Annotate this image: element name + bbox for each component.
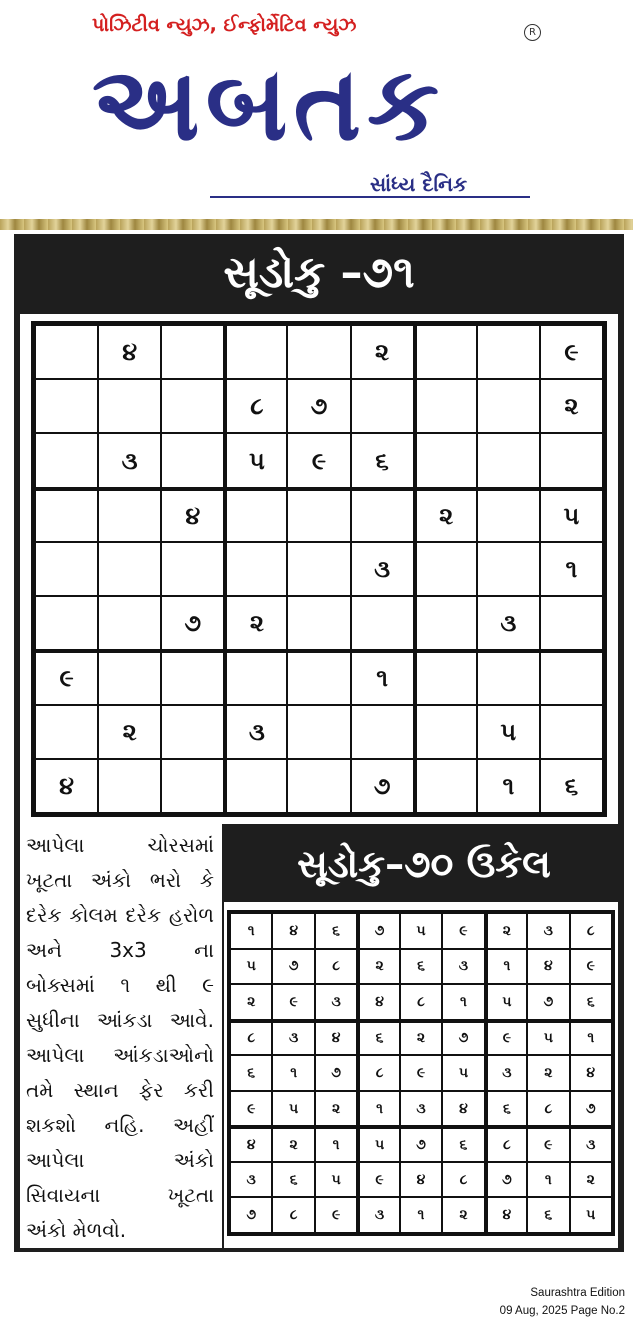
solution-cell: ૪ (230, 1126, 272, 1162)
sudoku-cell (414, 759, 477, 813)
solution-cell: ૭ (230, 1197, 272, 1233)
solution-cell: ૫ (485, 984, 527, 1020)
solution-cell: ૪ (527, 949, 569, 985)
solution-cell: ૨ (442, 1197, 484, 1233)
sudoku-cell (161, 650, 224, 704)
sudoku-cell (477, 379, 540, 433)
instruction-line: દરેક કોલમ દરેક હરોળ (26, 903, 214, 927)
solution-cell: ૯ (315, 1197, 357, 1233)
solution-cell: ૧ (485, 949, 527, 985)
solution-cell: ૭ (400, 1126, 442, 1162)
instruction-line: સુધીના આંકડા આવે. (26, 1008, 214, 1032)
solution-cell: ૪ (357, 984, 399, 1020)
solution-cell: ૮ (357, 1055, 399, 1091)
solution-cell: ૪ (272, 913, 314, 949)
sudoku-cell: ૯ (287, 433, 350, 487)
sudoku-cell (287, 759, 350, 813)
solution-cell: ૫ (442, 1055, 484, 1091)
solution-cell: ૪ (442, 1091, 484, 1127)
solution-cell: ૨ (527, 1055, 569, 1091)
sudoku-cell: ૩ (351, 542, 414, 596)
solution-cell: ૭ (570, 1091, 612, 1127)
sudoku-cell: ૯ (35, 650, 98, 704)
sudoku-cell (161, 542, 224, 596)
sudoku-cell: ૧ (351, 650, 414, 704)
sudoku-cell (414, 596, 477, 650)
instruction-line: આપેલા ચોરસમાં (26, 833, 214, 857)
sudoku-cell (287, 705, 350, 759)
sudoku-cell (161, 433, 224, 487)
solution-cell: ૬ (527, 1197, 569, 1233)
sudoku-cell (224, 650, 287, 704)
page-footer (500, 1284, 625, 1320)
solution-cell: ૩ (485, 1055, 527, 1091)
solution-cell: ૮ (230, 1020, 272, 1056)
solution-cell: ૧ (315, 1126, 357, 1162)
solution-cell: ૨ (400, 1020, 442, 1056)
sudoku-cell: ૨ (540, 379, 603, 433)
solution-cell: ૫ (315, 1162, 357, 1198)
solution-cell: ૯ (230, 1091, 272, 1127)
solution-cell: ૫ (272, 1091, 314, 1127)
sudoku-cell (477, 325, 540, 379)
sudoku-cell: ૭ (351, 759, 414, 813)
sudoku-cell (98, 759, 161, 813)
sudoku-cell (287, 596, 350, 650)
solution-cell: ૧ (357, 1091, 399, 1127)
solution-cell: ૩ (230, 1162, 272, 1198)
sudoku-cell (35, 433, 98, 487)
sudoku-cell (540, 596, 603, 650)
solution-cell: ૬ (400, 949, 442, 985)
sudoku-cell (35, 542, 98, 596)
solution-cell: ૩ (357, 1197, 399, 1233)
sudoku-cell (287, 542, 350, 596)
sudoku-cell (477, 488, 540, 542)
solution-cell: ૩ (442, 949, 484, 985)
sudoku-cell (540, 433, 603, 487)
sudoku-cell (98, 542, 161, 596)
sudoku-cell: ૧ (477, 759, 540, 813)
sudoku-cell: ૩ (477, 596, 540, 650)
sudoku-cell: ૫ (477, 705, 540, 759)
sudoku-cell (477, 433, 540, 487)
solution-cell: ૩ (570, 1126, 612, 1162)
sudoku-cell (35, 705, 98, 759)
solution-cell: ૩ (272, 1020, 314, 1056)
sudoku-cell (161, 705, 224, 759)
sudoku-cell: ૮ (224, 379, 287, 433)
solution-cell: ૨ (357, 949, 399, 985)
solution-cell: ૧ (570, 1020, 612, 1056)
sudoku-cell: ૨ (224, 596, 287, 650)
newspaper-subtitle: સાંધ્ય દૈનિક (370, 172, 468, 196)
sudoku-cell (414, 433, 477, 487)
registered-mark: R (524, 24, 541, 41)
sudoku-cell (224, 542, 287, 596)
sudoku-cell (414, 705, 477, 759)
solution-cell: ૨ (315, 1091, 357, 1127)
solution-cell: ૬ (272, 1162, 314, 1198)
subtitle-rule (210, 196, 530, 198)
solution-cell: ૯ (570, 949, 612, 985)
sudoku-cell (224, 488, 287, 542)
solution-cell: ૭ (315, 1055, 357, 1091)
solution-cell: ૨ (570, 1162, 612, 1198)
sudoku-cell (477, 542, 540, 596)
sudoku-cell (98, 488, 161, 542)
tagline: પોઝિટીવ ન્યુઝ, ઈન્ફોર્મેટિવ ન્યુઝ (92, 14, 357, 36)
solution-cell: ૬ (570, 984, 612, 1020)
solution-cell: ૮ (400, 984, 442, 1020)
sudoku-cell (35, 379, 98, 433)
sudoku-cell (98, 650, 161, 704)
solution-cell: ૧ (400, 1197, 442, 1233)
solution-cell: ૭ (485, 1162, 527, 1198)
solution-cell: ૫ (570, 1197, 612, 1233)
instruction-line: અંકો મેળવો. (26, 1218, 127, 1242)
sudoku-cell (287, 325, 350, 379)
solution-cell: ૬ (230, 1055, 272, 1091)
instruction-line: ખૂટતા અંકો ભરો કે (26, 868, 214, 892)
solution-cell: ૯ (400, 1055, 442, 1091)
solution-cell: ૩ (400, 1091, 442, 1127)
solution-cell: ૩ (527, 913, 569, 949)
solution-cell: ૯ (442, 913, 484, 949)
solution-cell: ૫ (527, 1020, 569, 1056)
sudoku-cell (414, 325, 477, 379)
sudoku-cell: ૬ (351, 433, 414, 487)
solution-cell: ૫ (400, 913, 442, 949)
solution-cell: ૧ (442, 984, 484, 1020)
solution-cell: ૫ (230, 949, 272, 985)
solution-cell: ૭ (442, 1020, 484, 1056)
solution-cell: ૮ (315, 949, 357, 985)
sudoku-cell (98, 596, 161, 650)
sudoku-cell (224, 759, 287, 813)
masthead (0, 0, 633, 220)
solution-cell: ૧ (527, 1162, 569, 1198)
solution-cell: ૮ (272, 1197, 314, 1233)
sudoku-cell (540, 705, 603, 759)
solution-cell: ૨ (230, 984, 272, 1020)
solution-cell: ૮ (485, 1126, 527, 1162)
sudoku-cell (414, 379, 477, 433)
sudoku-cell: ૪ (35, 759, 98, 813)
solution-cell: ૬ (315, 913, 357, 949)
sudoku-cell: ૬ (540, 759, 603, 813)
solution-cell: ૧ (230, 913, 272, 949)
date-page-label: 09 Aug, 2025 Page No.2 (499, 1305, 625, 1317)
solution-cell: ૬ (485, 1091, 527, 1127)
puzzle-area (20, 314, 618, 824)
sudoku-cell (35, 325, 98, 379)
sudoku-cell (161, 759, 224, 813)
sudoku-cell: ૨ (98, 705, 161, 759)
solution-cell: ૫ (357, 1126, 399, 1162)
sudoku-cell: ૪ (98, 325, 161, 379)
sudoku-cell: ૯ (540, 325, 603, 379)
instruction-line: અને 3x3 ના (26, 938, 214, 962)
solution-cell: ૮ (570, 913, 612, 949)
solution-cell: ૮ (527, 1091, 569, 1127)
sudoku-cell: ૭ (161, 596, 224, 650)
sudoku-cell (477, 650, 540, 704)
instruction-line: આપેલા આંકડાઓનો (26, 1043, 214, 1067)
sudoku-cell: ૫ (224, 433, 287, 487)
solution-cell: ૪ (315, 1020, 357, 1056)
solution-area (224, 902, 618, 1248)
solution-cell: ૨ (485, 913, 527, 949)
solution-cell: ૯ (485, 1020, 527, 1056)
sudoku-cell (161, 325, 224, 379)
sudoku-cell (351, 596, 414, 650)
sudoku-cell: ૩ (98, 433, 161, 487)
solution-cell: ૮ (442, 1162, 484, 1198)
sudoku-cell: ૩ (224, 705, 287, 759)
instruction-line: સિવાયના ખૂટતા (26, 1183, 214, 1207)
sudoku-cell: ૧ (540, 542, 603, 596)
solution-cell: ૧ (272, 1055, 314, 1091)
solution-cell: ૬ (442, 1126, 484, 1162)
sudoku-cell: ૫ (540, 488, 603, 542)
sudoku-cell: ૨ (414, 488, 477, 542)
sudoku-cell (351, 488, 414, 542)
solution-cell: ૯ (272, 984, 314, 1020)
sudoku-cell (224, 325, 287, 379)
edition-label: Saurashtra Edition (530, 1287, 625, 1299)
solution-title: સૂડોકુ–૭૦ ઉકેલ (297, 842, 551, 886)
sudoku-panel (14, 234, 624, 1252)
instructions-text (20, 824, 222, 1248)
instruction-line: આપેલા અંકો (26, 1148, 214, 1172)
solution-cell: ૨ (272, 1126, 314, 1162)
sudoku-cell (161, 379, 224, 433)
solution-cell: ૭ (527, 984, 569, 1020)
sudoku-cell (414, 650, 477, 704)
sudoku-cell (351, 705, 414, 759)
sudoku-cell (35, 488, 98, 542)
solution-cell: ૭ (357, 913, 399, 949)
newspaper-logo: અબતક (92, 45, 446, 164)
sudoku-cell: ૨ (351, 325, 414, 379)
sudoku-cell (98, 379, 161, 433)
solution-cell: ૬ (357, 1020, 399, 1056)
sudoku-cell (414, 542, 477, 596)
solution-cell: ૪ (570, 1055, 612, 1091)
instruction-line: બોક્સમાં ૧ થી ૯ (26, 973, 214, 997)
puzzle-title: સૂડોકુ –૭૧ (223, 247, 415, 298)
solution-cell: ૯ (527, 1126, 569, 1162)
decorative-gold-band (0, 219, 633, 230)
solution-cell: ૩ (315, 984, 357, 1020)
sudoku-cell: ૭ (287, 379, 350, 433)
solution-cell: ૪ (485, 1197, 527, 1233)
sudoku-cell (540, 650, 603, 704)
solution-cell: ૪ (400, 1162, 442, 1198)
sudoku-cell (287, 488, 350, 542)
sudoku-grid (31, 321, 607, 817)
sudoku-cell (351, 379, 414, 433)
sudoku-cell (287, 650, 350, 704)
solution-cell: ૯ (357, 1162, 399, 1198)
solution-cell: ૭ (272, 949, 314, 985)
sudoku-cell: ૪ (161, 488, 224, 542)
solution-grid (227, 910, 615, 1236)
instruction-line: તમે સ્થાન ફેર કરી (26, 1078, 214, 1102)
sudoku-cell (35, 596, 98, 650)
instruction-line: શકશો નહિ. અહીં (26, 1113, 214, 1137)
